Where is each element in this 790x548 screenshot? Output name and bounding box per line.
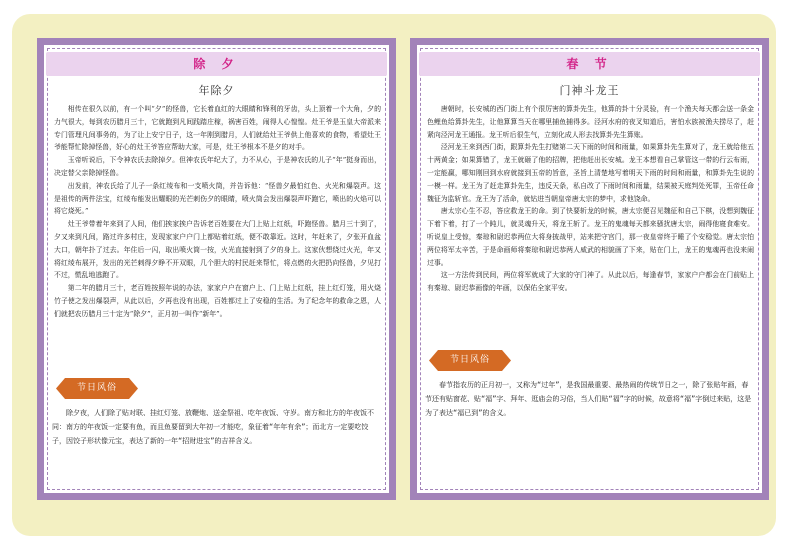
right-story-body (427, 103, 754, 295)
left-badge-label: 节日风俗 (76, 383, 117, 393)
right-story-title: 门神斗龙王 (559, 84, 620, 97)
right-page-title: 春 节 (419, 52, 760, 76)
left-page-title: 除 夕 (46, 52, 387, 76)
right-page-frame (410, 38, 769, 500)
left-story-title: 年除夕 (198, 84, 235, 97)
left-custom-badge (56, 378, 138, 399)
left-paragraph-5: 第二年的腊月三十，老百姓按照年说的办法，家家户户在窗户上、门上贴上红纸，挂上红灯笼，用火烧竹子使之发出爆裂声，从此以后，夕再也没有出现，百姓都过上了安稳的生活。为了纪念年的救命之恩，人们就把农历腊月三十定为“除夕”，正月初一叫作“新年”。 (54, 284, 381, 318)
right-paragraph-1: 唐朝时，长安城的西门街上有个很厉害的算卦先生，他算的卦十分灵验，有一个渔夫每天都会送一条金色鲤鱼给算卦先生，让他算算当天在哪里捕鱼捕得多。泾河水府的夜叉知道后，害怕水族被渔夫捞尽了，赶紧向泾河龙王通报。龙王听后很生气，立刻化成人形去找算卦先生算账。 (427, 105, 754, 139)
left-story-body (54, 103, 381, 321)
right-custom-text (425, 379, 752, 420)
left-custom-text (52, 407, 379, 448)
left-page-frame (37, 38, 396, 500)
right-paragraph-4: 这一方法传到民间，两位将军就成了大家的守门神了。从此以后，每逢春节，家家户户都会在门前贴上有秦琼、尉迟恭画像的年画，以保佑全家平安。 (427, 271, 754, 293)
left-paragraph-4: 灶王爷带着年来到了人间，他们挨家挨户告诉老百姓要在大门上贴上红纸，吓跑怪兽。腊月三十到了，夕又来到凡间，路过许多村庄，发现家家户户门上都贴着红纸，便不敢靠近。这时，年赶来了，夕张开血盆大口，朝年扑了过去。年住后一闪，取出喷火筒一按，火光直接射到了夕的身上。这家伙想绕过火光，年又将红绫布展开，发出的光芒刺得夕睁不开双眼，几个胆大的村民赶来帮忙，将点燃的火把扔向怪兽，夕见打不过，慌乱地逃跑了。 (54, 220, 381, 280)
left-paragraph-2: 玉帝听说后，下令神农氏去除掉夕。但神农氏年纪大了，力不从心，于是神农氏的儿子“年”挺身而出，决定替父亲除掉怪兽。 (54, 156, 381, 177)
left-custom-paragraph: 除夕夜，人们除了贴对联、挂红灯笼、放鞭炮、送金祭祖、吃年夜饭、守岁。南方和北方的年夜饭不同：南方的年夜饭一定要有鱼，而且鱼要留到大年初一才能吃，象征着“年年有余”；而北方一定要吃饺子，因饺子形状像元宝，表达了新的一年“招财进宝”的吉祥含义。 (52, 409, 374, 445)
left-paragraph-1: 相传在很久以前，有一个叫“夕”的怪兽，它长着血红的大眼睛和锋利的牙齿，头上顶着一个大角，夕的力气很大，每到农历腊月三十，它就跑到凡间践踏庄稼，祸害百姓，闹得人心惶惶。灶王爷是玉皇大帝派来专门管理凡间事务的，为了让上安宁日子，这一年刚到腊月，人们就给灶王爷供上他喜欢的食物，希望灶王爷能帮忙除掉怪兽，好心的灶王爷答应帮助大家，可是，灶王爷根本不是夕的对手。 (54, 105, 381, 152)
right-paragraph-2: 泾河龙王来到西门街，跟算卦先生打赌第二天下雨的时间和雨量，如果算卦先生算对了，龙王就给他五十两黄金；如果算错了，龙王就砸了他的招牌，把他赶出长安城。龙王本想看自己掌管这一带的行云布雨，一定能赢，哪知刚回到水府就接到玉帝的旨意，圣旨上清楚地写着明天下雨的时间和雨量，和算卦先生说的一模一样。龙王为了赶走算卦先生，违反天条，私自改了下雨时间和雨量，结果被天庭判处死罪，玉帝任命魏征为监斩官。龙王为了活命，就钻进当朝皇帝唐太宗的梦中，求他饶命。 (427, 143, 754, 203)
right-custom-paragraph: 春节指农历的正月初一，又称为“过年”，是我国最重要、最热闹的传统节日之一，除了张贴年画，春节还有贴窗花、贴“福”字、拜年、逛庙会的习俗，当人们贴“福”字的时候，故意将“福”字倒过来贴，这是为了表达“福已到”的含义。 (425, 381, 752, 417)
right-page-content (417, 45, 762, 493)
right-badge-label: 节日风俗 (449, 355, 490, 365)
right-custom-badge (429, 350, 511, 371)
left-page-content (44, 45, 389, 493)
right-paragraph-3: 唐太宗心生不忍，答应救龙王的命。到了快要斩龙的时候，唐太宗便召见魏征和自己下棋，没想到魏征下着下着，打了一个盹儿，就灵魂升天，将龙王斩了。龙王的鬼魂每天都来骚扰唐太宗，闹得他寝食难安。听说皇上受惊，秦琼和尉迟恭两位大将身披战甲，站来把守宫门，那一夜皇帝终于睡了个安稳觉。唐太宗怕两位将军太辛苦，于是命画师将秦琼和尉迟恭两人威武的相貌画了下来，贴在门上，龙王的鬼魂再也没来闹过事。 (427, 207, 754, 267)
left-paragraph-3: 出发前，神农氏给了儿子一条红绫布和一支喷火筒，并告诉他：“怪兽夕最怕红色、火光和爆裂声。这是祖传的两件法宝，红绫布能发出耀眼的光芒刺伤夕的眼睛，喷火筒会发出爆裂声吓跑它，喷出的火焰可以将它烧死。” (54, 181, 381, 216)
